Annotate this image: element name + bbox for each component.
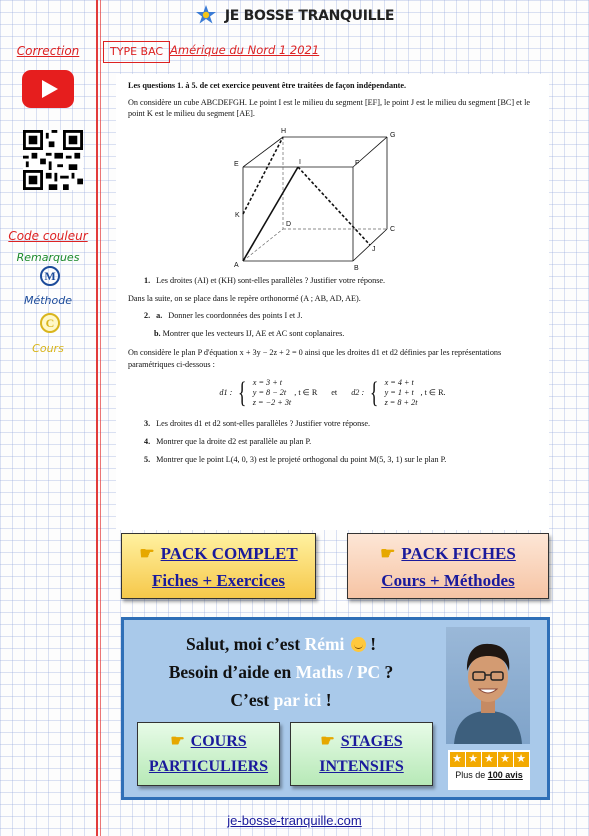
- pack-complet-button[interactable]: ☛ PACK COMPLET Fiches + Exercices: [121, 533, 316, 599]
- cube-label-d: D: [285, 221, 291, 229]
- promo-text: Salut, moi c’est Rémi ! Besoin d’aide en Maths / PC ? C’est par ici !: [168, 634, 394, 710]
- par-ici-link[interactable]: par ici: [273, 690, 322, 710]
- repere-text: Dans la suite, on se place dans le repère orthonormé (A ; AB, AD, AE).: [128, 294, 361, 304]
- methode-label: Méthode: [23, 294, 73, 307]
- pointing-hand-icon: ☛: [170, 733, 185, 750]
- question-1: 1. Les droites (AI) et (KH) sont-elles parallèles ? Justifier votre réponse.: [144, 276, 386, 286]
- remarques-label: Remarques: [16, 251, 80, 264]
- cube-label-b: B: [353, 265, 359, 272]
- question-3: 3. Les droites d1 et d2 sont-elles parallèles ? Justifier votre réponse.: [144, 419, 371, 429]
- brand-name[interactable]: JE BOSSE TRANQUILLE: [224, 8, 395, 25]
- exercise-statement: [116, 74, 549, 530]
- correction-label: Correction: [16, 44, 80, 58]
- cube-label-k: K: [234, 212, 240, 220]
- stages-intensifs-button[interactable]: ☛ STAGES INTENSIFS: [290, 722, 433, 786]
- cube-label-h: H: [280, 128, 286, 136]
- question-4: 4. Montrer que la droite d2 est parallèle au plan P.: [144, 437, 312, 447]
- cube-label-f: F: [354, 160, 359, 168]
- cube-label-j: J: [371, 246, 375, 254]
- cube-label-e: E: [233, 161, 239, 169]
- exercise-intro: Les questions 1. à 5. de cet exercice peuvent être traitées de façon indépendante.: [128, 81, 407, 90]
- system-d1: d1 : { x = 3 + t y = 8 − 2t z = −2 + 3t , t ∈ R: [219, 375, 318, 409]
- color-code-label: Code couleur: [8, 229, 88, 243]
- cours-icon: C: [40, 313, 60, 333]
- type-bac-badge: TYPE BAC: [103, 41, 170, 63]
- question-2b: b. Montrer que les vecteurs IJ, AE et AC sont coplanaires.: [154, 329, 345, 339]
- cube-label-i: I: [298, 159, 301, 167]
- remarques-icon: M: [40, 266, 60, 286]
- cube-label-g: G: [389, 132, 395, 140]
- plan-text: On considère le plan P d'équation x + 3y − 2z + 2 = 0 ainsi que les droites d1 et d2 définies par les représentations paramétriques ci-dessous :: [128, 348, 502, 369]
- cube-label-a: A: [233, 262, 239, 270]
- question-2: 2. a. Donner les coordonnées des points I et J.: [144, 311, 303, 321]
- pointing-hand-icon: ☛: [139, 544, 155, 563]
- page-header: [0, 4, 589, 29]
- rating-badge[interactable]: ★ ★ ★ ★ ★ Plus de 100 avis: [448, 750, 530, 790]
- cube-label-c: C: [389, 226, 395, 234]
- five-stars-icon: ★ ★ ★ ★ ★: [448, 750, 530, 767]
- cube-figure: [233, 125, 433, 271]
- cube-description: On considère un cube ABCDEFGH. Le point I est le milieu du segment [EF], le point J est le milieu du segment [BC] et le point K est le milieu du segment [AE].: [128, 98, 531, 119]
- margin-line-inner: [100, 0, 101, 836]
- exam-subject-title: Amérique du Nord 1 2021: [170, 43, 320, 57]
- cours-label: Cours: [32, 342, 64, 355]
- brand-logo-icon: [195, 4, 217, 29]
- system-d2: d2 : { x = 4 + t y = 1 + t z = 8 + 2t , t ∈ R.: [351, 375, 446, 409]
- margin-line: [96, 0, 98, 836]
- tutor-photo: [446, 627, 530, 744]
- pack-fiches-button[interactable]: ☛ PACK FICHES Cours + Méthodes: [347, 533, 549, 599]
- youtube-play-icon[interactable]: [22, 70, 74, 108]
- pointing-hand-icon: ☛: [380, 544, 396, 563]
- smiley-icon: [351, 637, 366, 652]
- question-5: 5. Montrer que le point L(4, 0, 3) est le projeté orthogonal du point M(5, 3, 1) sur le plan P.: [144, 455, 447, 465]
- cours-particuliers-button[interactable]: ☛ COURS PARTICULIERS: [137, 722, 280, 786]
- website-link[interactable]: je-bosse-tranquille.com: [227, 813, 362, 828]
- qr-code-icon[interactable]: [23, 130, 83, 190]
- parametric-systems: d1 : { x = 3 + t y = 8 − 2t z = −2 + 3t , t ∈ R et d2 : { x = 4 + t y = 1 + t z = 8 + 2t , t ∈ R.: [219, 375, 446, 409]
- pointing-hand-icon: ☛: [320, 733, 335, 750]
- tutor-promo-box: [121, 617, 550, 800]
